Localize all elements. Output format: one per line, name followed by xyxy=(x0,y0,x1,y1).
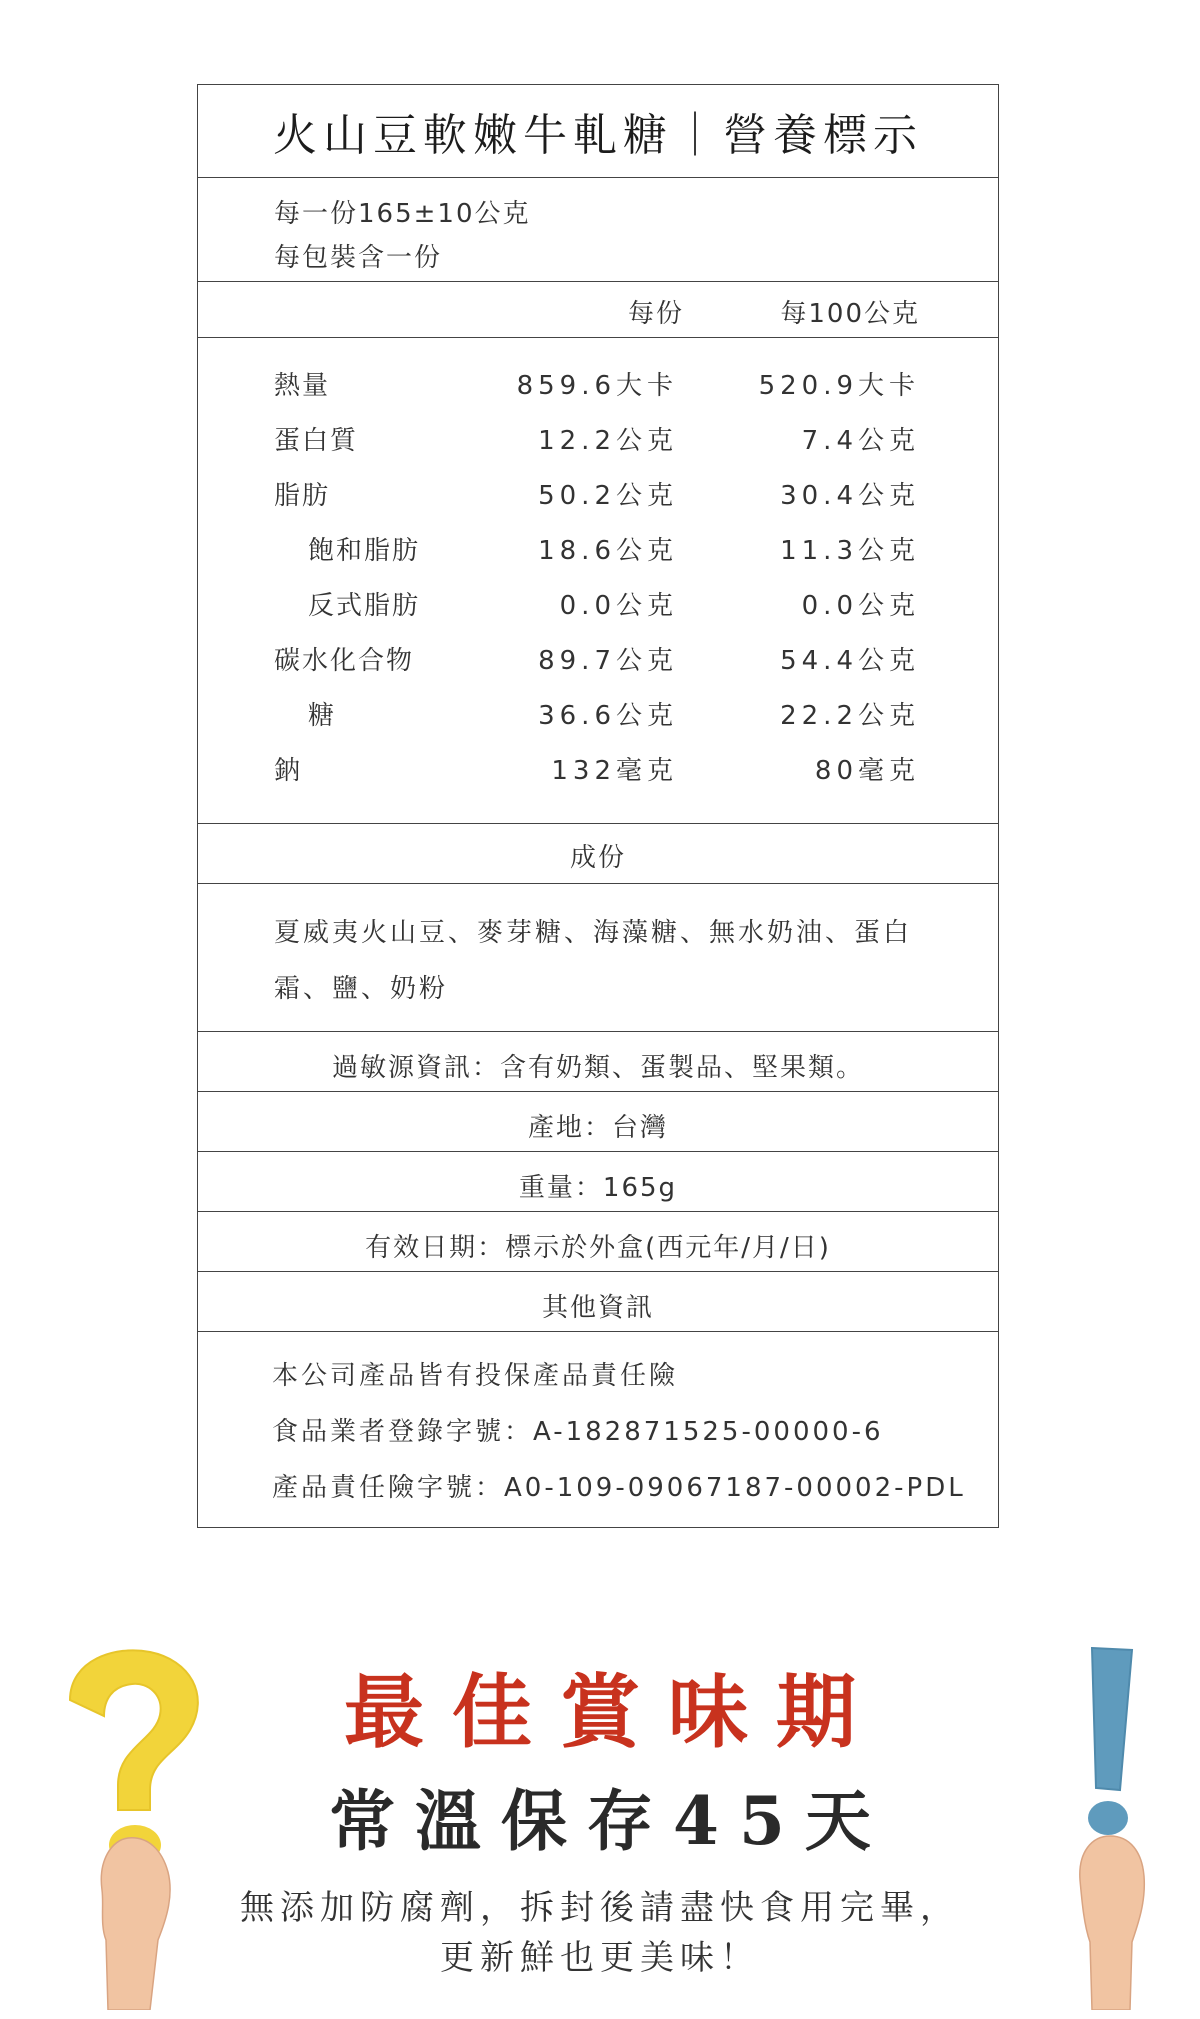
divider xyxy=(198,1031,998,1032)
divider xyxy=(198,337,998,338)
nutrient-row xyxy=(198,420,998,475)
nutrient-row xyxy=(198,585,998,640)
nutrient-per-serving: 18.6公克 xyxy=(538,536,678,566)
nutrient-name: 蛋白質 xyxy=(274,426,359,456)
column-header-per-100g: 每100公克 xyxy=(780,299,920,329)
ingredients-heading: 成份 xyxy=(569,843,626,873)
nutrient-per-serving: 0.0公克 xyxy=(559,591,678,621)
nutrient-name: 脂肪 xyxy=(274,481,331,511)
liability-insurance: 本公司產品皆有投保產品責任險 xyxy=(272,1361,679,1391)
nutrient-per-serving: 50.2公克 xyxy=(538,481,678,511)
ingredients-list xyxy=(274,905,918,1017)
nutrient-row xyxy=(198,640,998,695)
nutrient-name: 鈉 xyxy=(274,756,303,786)
other-info-heading: 其他資訊 xyxy=(541,1293,654,1323)
best-before-title: 最佳賞味期 xyxy=(344,1665,884,1759)
divider xyxy=(198,883,998,884)
nutrient-row xyxy=(198,475,998,530)
insurance-policy-number: 產品責任險字號：A0-109-09067187-00002-PDL xyxy=(272,1473,966,1503)
divider xyxy=(198,1211,998,1212)
nutrient-name: 糖 xyxy=(308,701,337,731)
food-business-registration: 食品業者登錄字號：A-182871525-00000-6 xyxy=(272,1417,884,1447)
nutrient-per-100g: 30.4公克 xyxy=(780,481,920,511)
nutrient-name: 碳水化合物 xyxy=(274,646,415,676)
divider xyxy=(198,1091,998,1092)
nutrient-per-100g: 80毫克 xyxy=(814,756,920,786)
nutrient-per-serving: 132毫克 xyxy=(551,756,678,786)
nutrient-name: 熱量 xyxy=(274,371,331,401)
nutrient-per-100g: 22.2公克 xyxy=(780,701,920,731)
freshness-note: 更新鮮也更美味！ xyxy=(440,1938,760,1978)
nutrition-label xyxy=(197,84,999,1528)
nutrient-per-serving: 36.6公克 xyxy=(538,701,678,731)
nutrient-per-100g: 11.3公克 xyxy=(780,536,920,566)
divider xyxy=(198,1331,998,1332)
preservative-note: 無添加防腐劑，拆封後請盡快食用完畢， xyxy=(240,1888,960,1928)
nutrient-per-100g: 0.0公克 xyxy=(801,591,920,621)
nutrient-name: 飽和脂肪 xyxy=(308,536,421,566)
divider xyxy=(198,281,998,282)
nutrient-per-100g: 520.9大卡 xyxy=(758,371,920,401)
nutrient-row xyxy=(198,365,998,420)
storage-subtitle: 常溫保存45天 xyxy=(329,1782,891,1860)
divider xyxy=(198,1151,998,1152)
nutrient-row xyxy=(198,530,998,585)
label-title: 火山豆軟嫩牛軋糖｜營養標示 xyxy=(273,110,923,161)
servings-per-pack: 每包裝含一份 xyxy=(274,243,443,273)
nutrient-per-serving: 12.2公克 xyxy=(538,426,678,456)
net-weight: 重量：165g xyxy=(518,1173,678,1203)
nutrient-per-100g: 54.4公克 xyxy=(780,646,920,676)
expiry-date: 有效日期：標示於外盒(西元年/月/日) xyxy=(365,1233,831,1263)
serving-size: 每一份165±10公克 xyxy=(274,199,531,229)
nutrient-per-100g: 7.4公克 xyxy=(801,426,920,456)
nutrient-name: 反式脂肪 xyxy=(308,591,421,621)
nutrient-row xyxy=(198,695,998,750)
nutrient-per-serving: 89.7公克 xyxy=(538,646,678,676)
ingredients-line: 夏威夷火山豆、麥芽糖、海藻糖、無水奶油、蛋白 xyxy=(274,918,913,948)
allergen-info: 過敏源資訊：含有奶類、蛋製品、堅果類。 xyxy=(331,1053,864,1083)
nutrient-per-serving: 859.6大卡 xyxy=(516,371,678,401)
ingredients-line: 霜、鹽、奶粉 xyxy=(274,974,449,1004)
divider xyxy=(198,177,998,178)
column-header-per-serving: 每份 xyxy=(628,299,685,329)
divider xyxy=(198,823,998,824)
origin: 產地：台灣 xyxy=(527,1113,668,1143)
divider xyxy=(198,1271,998,1272)
nutrient-row xyxy=(198,750,998,805)
